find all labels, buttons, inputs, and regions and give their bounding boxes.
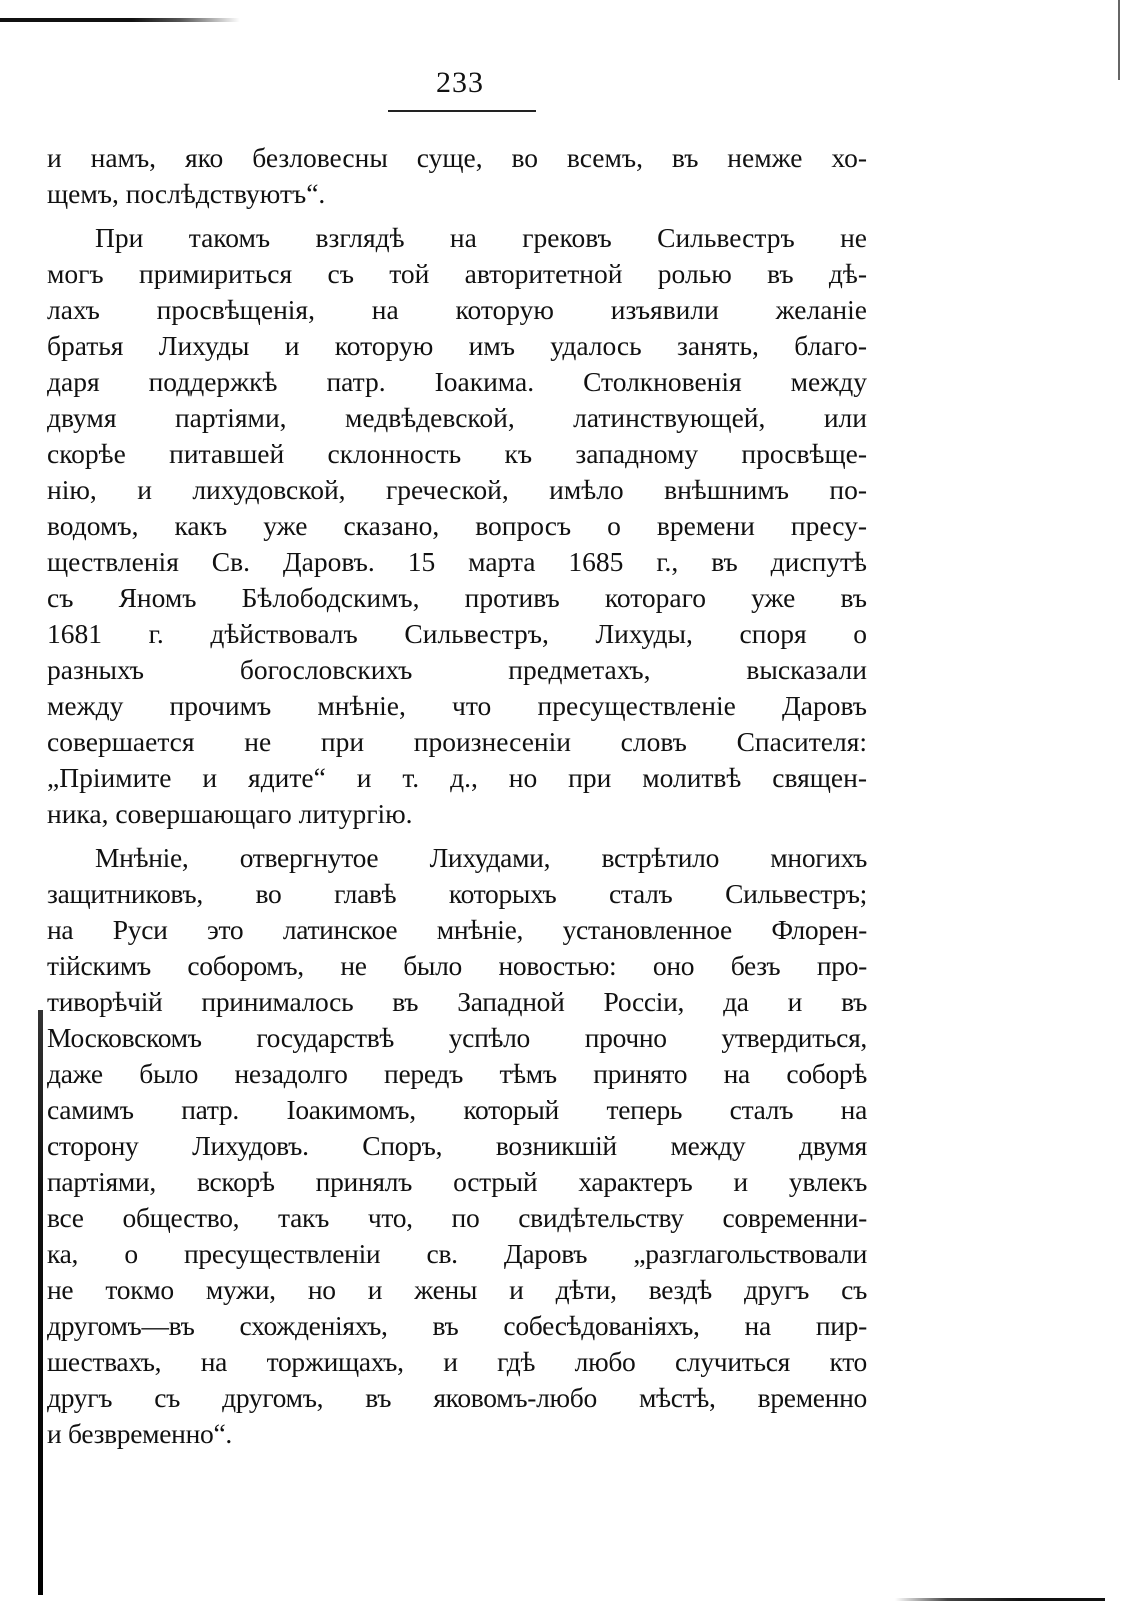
paragraph: [47, 220, 867, 832]
text-line: тиворѣчій принималось въ Западной Россіи, да и въ: [47, 986, 867, 1017]
text-line: другъ съ другомъ, въ яковомъ-любо мѣстѣ, временно: [47, 1382, 867, 1413]
text-line: двумя партіями, медвѣдевской, латинствующей, или: [47, 402, 867, 433]
text-line: другомъ—въ схожденіяхъ, въ собесѣдованіяхъ, на пир-: [47, 1310, 867, 1341]
text-line: водомъ, какъ уже сказано, вопросъ о времени пресу-: [47, 510, 867, 541]
text-line: совершается не при произнесеніи словъ Спасителя:: [47, 726, 867, 757]
scan-edge-mark-bottom: [895, 1598, 1105, 1601]
text-line: ка, о пресуществленіи св. Даровъ „разглагольствовали: [47, 1238, 867, 1269]
text-line: шествахъ, на торжищахъ, и гдѣ любо случиться кто: [47, 1346, 867, 1377]
page-number: 233: [436, 66, 484, 99]
text-line: между прочимъ мнѣніе, что пресуществленіе Даровъ: [47, 690, 867, 721]
scan-binding-shadow: [38, 1010, 43, 1595]
text-line: нію, и лихудовской, греческой, имѣло внѣшнимъ по-: [47, 474, 867, 505]
text-line: Московскомъ государствѣ успѣло прочно утвердиться,: [47, 1022, 867, 1053]
text-line: „Пріимите и ядите“ и т. д., но при молитвѣ священ-: [47, 762, 867, 793]
scan-edge-mark-top: [0, 18, 240, 22]
text-line: защитниковъ, во главѣ которыхъ сталъ Сильвестръ;: [47, 878, 867, 909]
text-line: Мнѣніе, отвергнутое Лихудами, встрѣтило многихъ: [95, 842, 867, 873]
text-line: тійскимъ соборомъ, не было новостью: оно безъ про-: [47, 950, 867, 981]
text-line: все общество, такъ что, по свидѣтельству современни-: [47, 1202, 867, 1233]
text-line: могъ примириться съ той авторитетной ролью въ дѣ-: [47, 258, 867, 289]
text-line: самимъ патр. Іоакимомъ, который теперь сталъ на: [47, 1094, 867, 1125]
text-line: ника, совершающаго литургію.: [47, 798, 413, 829]
page-number-rule: [388, 110, 536, 112]
text-line: и намъ, яко безловесны суще, во всемъ, въ немже хо-: [47, 142, 867, 173]
text-line: ществленія Св. Даровъ. 15 марта 1685 г., въ диспутѣ: [47, 546, 867, 577]
text-line: При такомъ взглядѣ на грековъ Сильвестръ не: [95, 222, 867, 253]
text-line: даря поддержкѣ патр. Іоакима. Столкновенія между: [47, 366, 867, 397]
text-line: разныхъ богословскихъ предметахъ, высказали: [47, 654, 867, 685]
text-line: 1681 г. дѣйствовалъ Сильвестръ, Лихуды, споря о: [47, 618, 867, 649]
text-line: сторону Лихудовъ. Споръ, возникшій между двумя: [47, 1130, 867, 1161]
paragraph: [47, 140, 867, 212]
body-text: [47, 140, 867, 1452]
text-line: партіями, вскорѣ принялъ острый характеръ и увлекъ: [47, 1166, 867, 1197]
text-line: братья Лихуды и которую имъ удалось занять, благо-: [47, 330, 867, 361]
text-line: даже было незадолго передъ тѣмъ принято на соборѣ: [47, 1058, 867, 1089]
text-line: на Руси это латинское мнѣніе, установленное Флорен-: [47, 914, 867, 945]
paragraph: [47, 840, 867, 1452]
text-line: не токмо мужи, но и жены и дѣти, вездѣ другъ съ: [47, 1274, 867, 1305]
text-line: щемъ, послѣдствуютъ“.: [47, 178, 326, 209]
scan-edge-mark-right: [1118, 0, 1120, 80]
text-line: и безвременно“.: [47, 1418, 232, 1449]
text-line: скорѣе питавшей склонность къ западному просвѣще-: [47, 438, 867, 469]
text-line: лахъ просвѣщенія, на которую изъявили желаніе: [47, 294, 867, 325]
text-line: съ Яномъ Бѣлободскимъ, противъ котораго уже въ: [47, 582, 867, 613]
